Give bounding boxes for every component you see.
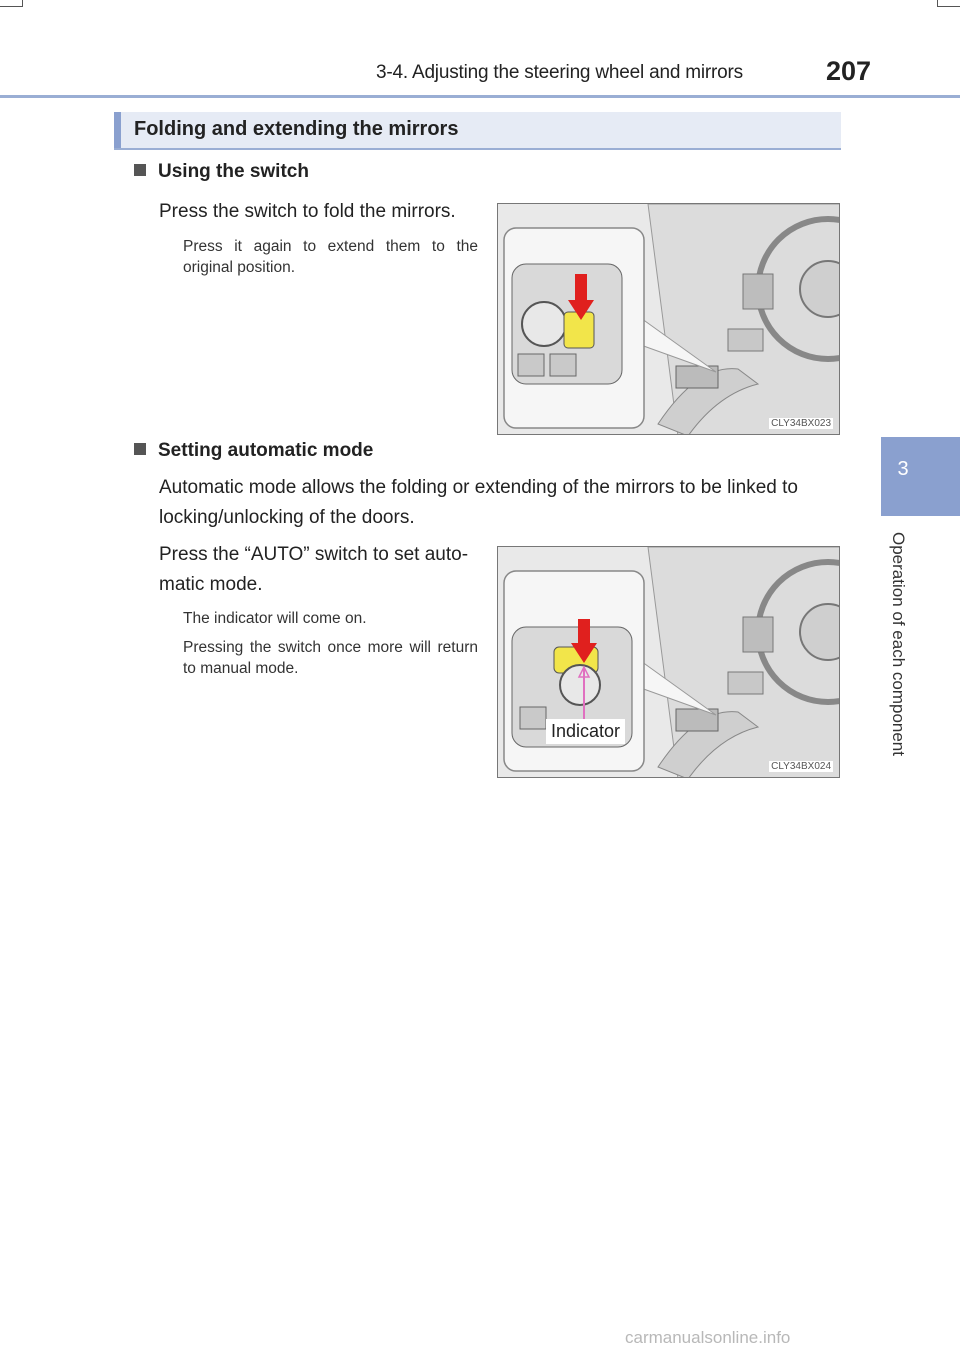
section-title: Folding and extending the mirrors — [134, 118, 459, 140]
figure-id: CLY34BX023 — [771, 418, 831, 429]
figure-auto-switch — [497, 546, 840, 778]
square-bullet-icon — [134, 164, 146, 176]
instruction-fold: Press the switch to fold the mirrors. — [159, 201, 456, 222]
note-indicator: The indicator will come on. — [183, 610, 367, 627]
subheading-using-switch — [134, 161, 309, 183]
page-header-title: 3-4. Adjusting the steering wheel and mirrors — [376, 62, 743, 83]
chapter-number: 3 — [897, 458, 909, 480]
figure-id: CLY34BX024 — [771, 761, 831, 772]
header-divider — [0, 95, 960, 98]
figure-mirror-switch — [497, 203, 840, 435]
subheading-automatic-mode — [134, 440, 373, 462]
red-down-arrow-icon — [571, 619, 597, 663]
crop-mark — [937, 0, 938, 7]
note-extend: Press it again to extend them to the original position. — [183, 238, 478, 276]
subheading-text: Using the switch — [158, 161, 309, 182]
red-down-arrow-icon — [568, 274, 594, 320]
note-manual-mode: Pressing the switch once more will return to manual mode. — [183, 639, 478, 677]
indicator-callout: Indicator — [546, 719, 625, 744]
mirror-switch-illustration — [498, 204, 840, 435]
watermark: carmanualsonline.info — [625, 1328, 791, 1347]
crop-mark — [937, 6, 960, 7]
section-heading-bar — [114, 112, 841, 150]
crop-mark — [22, 0, 23, 7]
subheading-text: Setting automatic mode — [158, 440, 374, 461]
section-accent — [114, 112, 121, 148]
instruction-auto: Press the “AUTO” switch to set auto-matic mode. — [159, 544, 469, 595]
page-number: 207 — [826, 56, 872, 86]
chapter-label-box — [884, 532, 920, 792]
chapter-label: Operation of each component — [889, 532, 908, 756]
square-bullet-icon — [134, 443, 146, 455]
crop-mark — [0, 6, 22, 7]
automatic-mode-description: Automatic mode allows the folding or extending of the mirrors to be linked to locking/unlocking of the doors. — [159, 477, 798, 528]
